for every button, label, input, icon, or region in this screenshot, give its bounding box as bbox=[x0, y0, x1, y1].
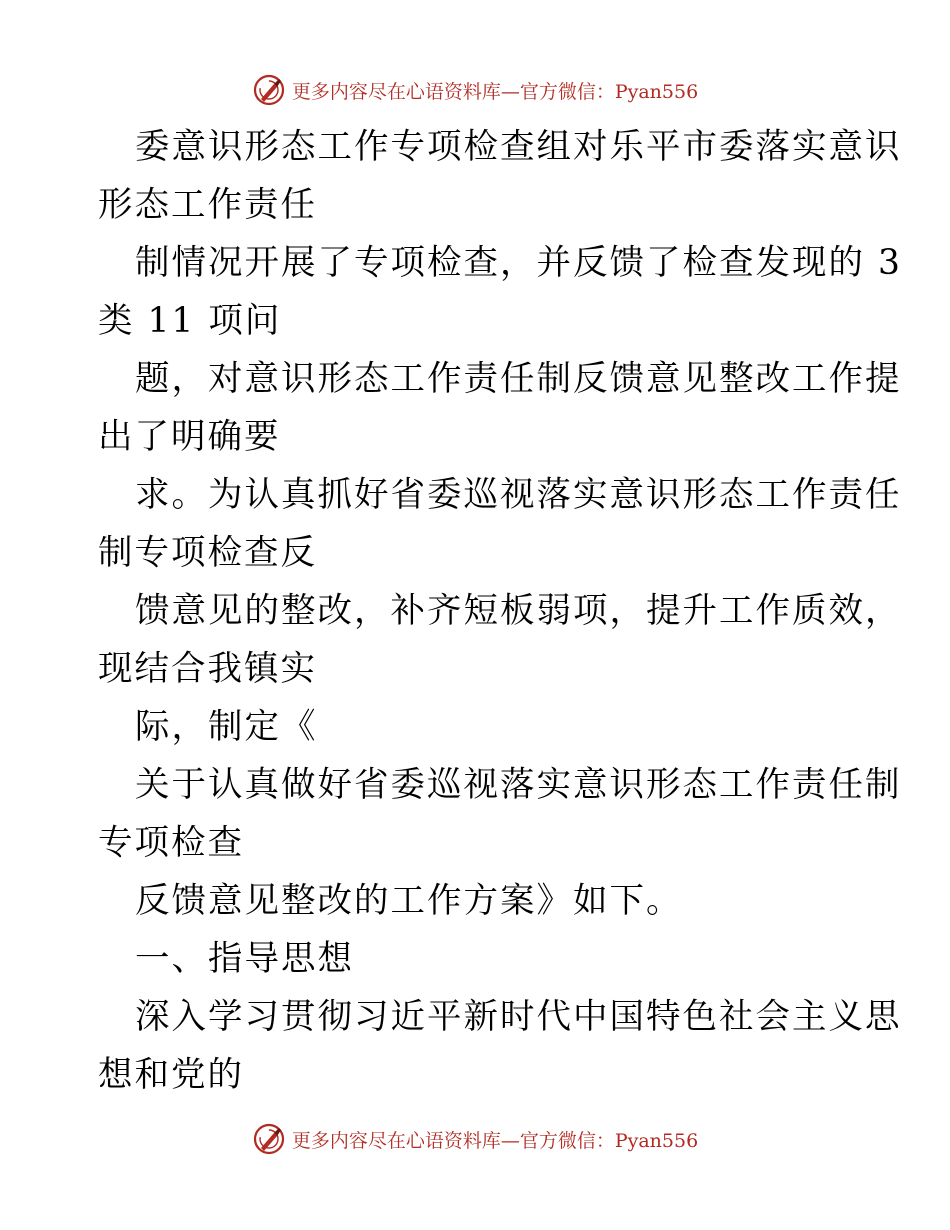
text-line: 委意识形态工作专项检查组对乐平市委落实意识 bbox=[135, 127, 902, 167]
section-heading: 一、指导思想 bbox=[135, 939, 354, 979]
text-line: 馈意见的整改，补齐短板弱项，提升工作质效， bbox=[135, 591, 902, 631]
text-line: 想和党的 bbox=[98, 1055, 244, 1095]
text-line: 制情况开展了专项检查，并反馈了检查发现的 3 bbox=[135, 243, 902, 283]
text-line: 类 11 项问 bbox=[98, 301, 282, 341]
watermark-text: 更多内容尽在心语资料库—官方微信：Pyan556 bbox=[291, 80, 699, 103]
text-line: 形态工作责任 bbox=[98, 185, 317, 225]
document-body bbox=[98, 118, 902, 1104]
text-line: 制专项检查反 bbox=[98, 533, 317, 573]
header-watermark bbox=[0, 68, 950, 112]
text-line: 求。为认真抓好省委巡视落实意识形态工作责任 bbox=[135, 475, 902, 515]
text-line: 现结合我镇实 bbox=[98, 649, 317, 689]
pen-logo-icon bbox=[252, 1122, 286, 1156]
pen-logo-icon bbox=[252, 73, 286, 107]
footer-watermark bbox=[0, 1117, 950, 1161]
text-line: 出了明确要 bbox=[98, 417, 281, 457]
watermark-text: 更多内容尽在心语资料库—官方微信：Pyan556 bbox=[291, 1129, 699, 1152]
text-line: 深入学习贯彻习近平新时代中国特色社会主义思 bbox=[135, 997, 902, 1037]
text-line: 际，制定《 bbox=[135, 707, 318, 747]
text-line: 题，对意识形态工作责任制反馈意见整改工作提 bbox=[135, 359, 902, 399]
text-line: 专项检查 bbox=[98, 823, 244, 863]
text-line: 关于认真做好省委巡视落实意识形态工作责任制 bbox=[135, 765, 902, 805]
text-line: 反馈意见整改的工作方案》如下。 bbox=[135, 881, 683, 921]
